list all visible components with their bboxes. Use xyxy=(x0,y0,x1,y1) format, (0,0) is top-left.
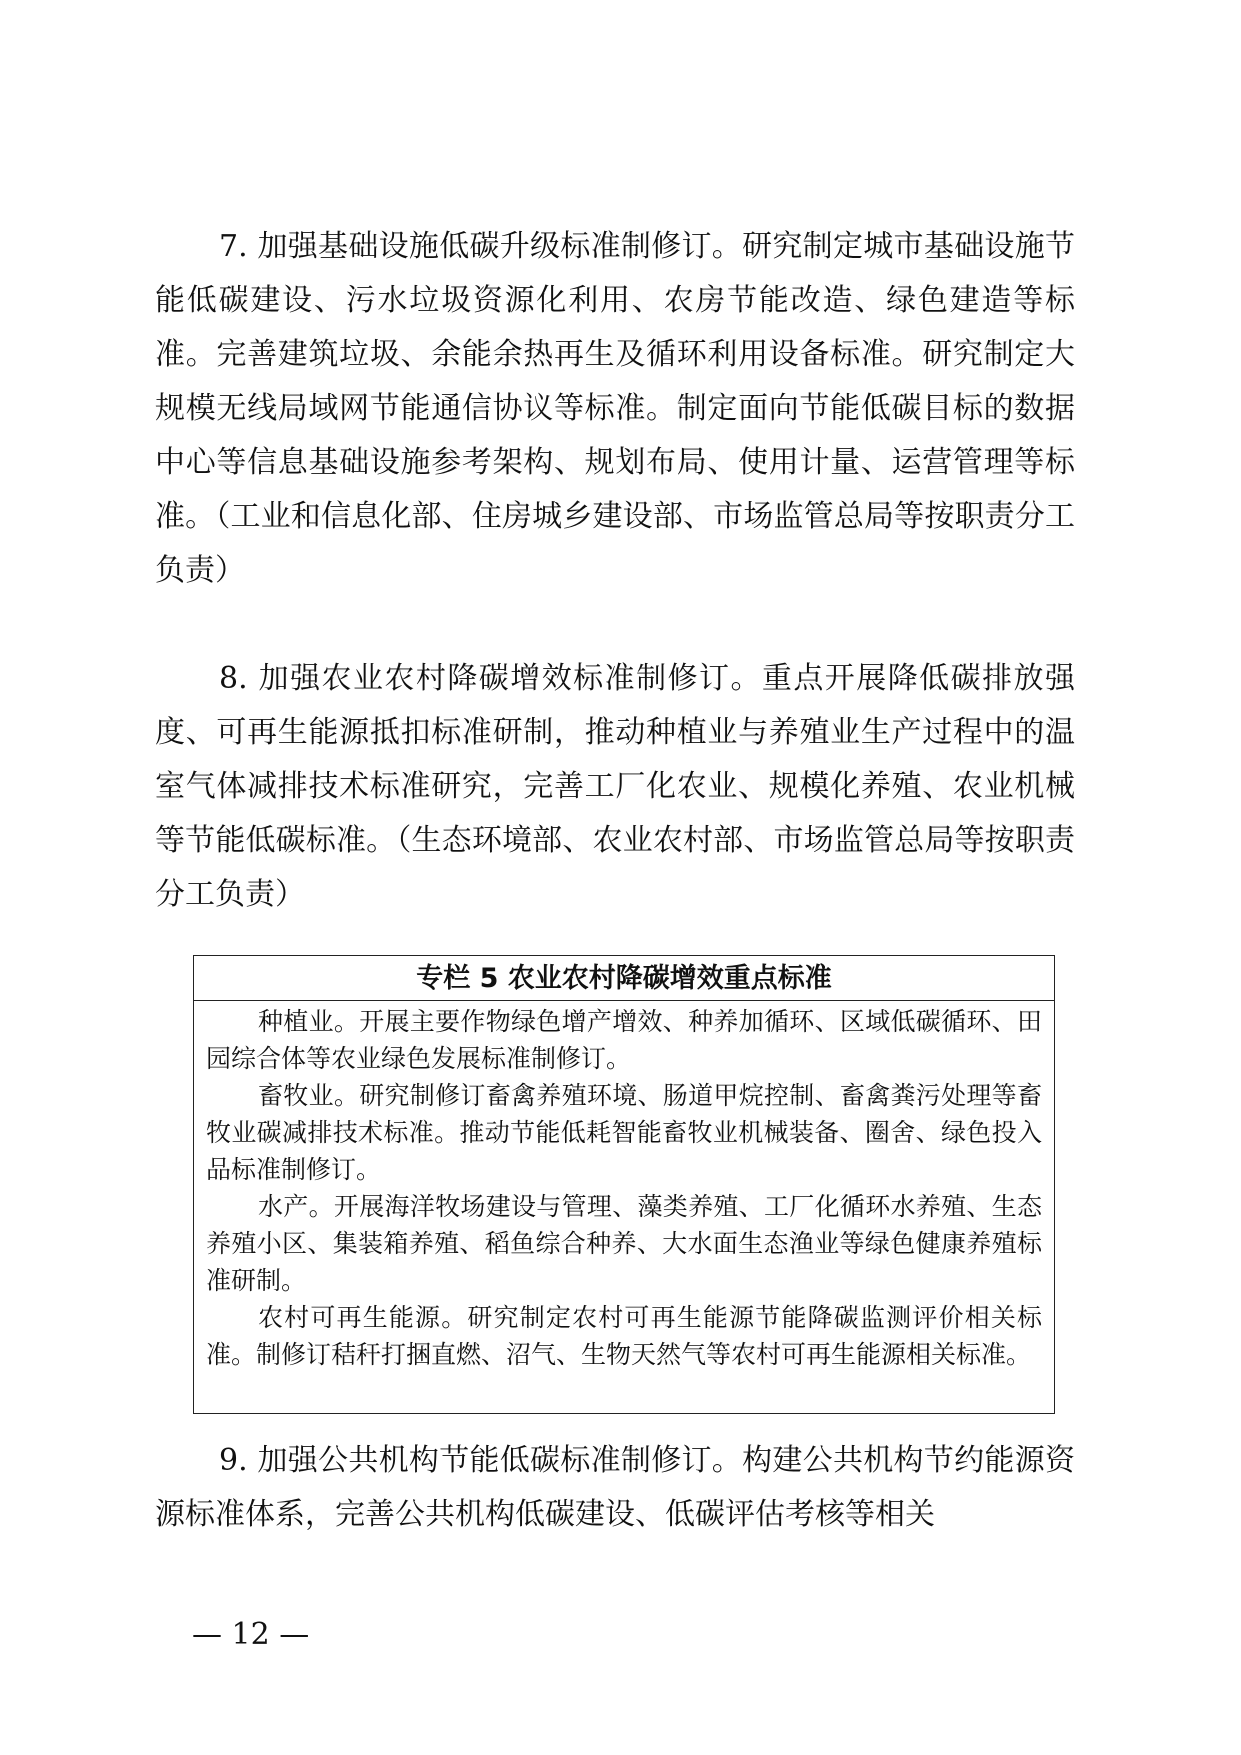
page-number: — 12 — xyxy=(192,1617,310,1652)
paragraph-item-7: 7. 加强基础设施低碳升级标准制修订。研究制定城市基础设施节能低碳建设、污水垃圾资源化利用、农房节能改造、绿色建造等标准。完善建筑垃圾、余能余热再生及循环利用设备标准。研究制定大规模无线局域网节能通信协议等标准。制定面向节能低碳目标的数据中心等信息基础设施参考架构、规划布局、使用计量、运营管理等标准。（工业和信息化部、住房城乡建设部、市场监管总局等按职责分工负责） xyxy=(155,229,1075,588)
column-box-item-livestock: 畜牧业。研究制修订畜禽养殖环境、肠道甲烷控制、畜禽粪污处理等畜牧业碳减排技术标准。推动节能低耗智能畜牧业机械装备、圈舍、绿色投入品标准制修订。 xyxy=(206,1081,1042,1184)
paragraph-item-8: 8. 加强农业农村降碳增效标准制修订。重点开展降低碳排放强度、可再生能源抵扣标准研制，推动种植业与养殖业生产过程中的温室气体减排技术标准研究，完善工厂化农业、规模化养殖、农业机械等节能低碳标准。（生态环境部、农业农村部、市场监管总局等按职责分工负责） xyxy=(155,661,1075,912)
column-box-item-planting: 种植业。开展主要作物绿色增产增效、种养加循环、区域低碳循环、田园综合体等农业绿色发展标准制修订。 xyxy=(206,1007,1042,1073)
column-box-title: 专栏 5 农业农村降碳增效重点标准 xyxy=(194,956,1054,1001)
column-box-item-aquatic: 水产。开展海洋牧场建设与管理、藻类养殖、工厂化循环水养殖、生态养殖小区、集装箱养殖、稻鱼综合种养、大水面生态渔业等绿色健康养殖标准研制。 xyxy=(206,1192,1042,1295)
column-box-5 xyxy=(193,955,1055,1414)
column-box-item-rural-energy: 农村可再生能源。研究制定农村可再生能源节能降碳监测评价相关标准。制修订秸秆打捆直燃、沼气、生物天然气等农村可再生能源相关标准。 xyxy=(206,1303,1042,1369)
paragraph-item-9: 9. 加强公共机构节能低碳标准制修订。构建公共机构节约能源资源标准体系，完善公共机构低碳建设、低碳评估考核等相关 xyxy=(155,1443,1075,1532)
column-box-body xyxy=(194,1001,1054,1373)
